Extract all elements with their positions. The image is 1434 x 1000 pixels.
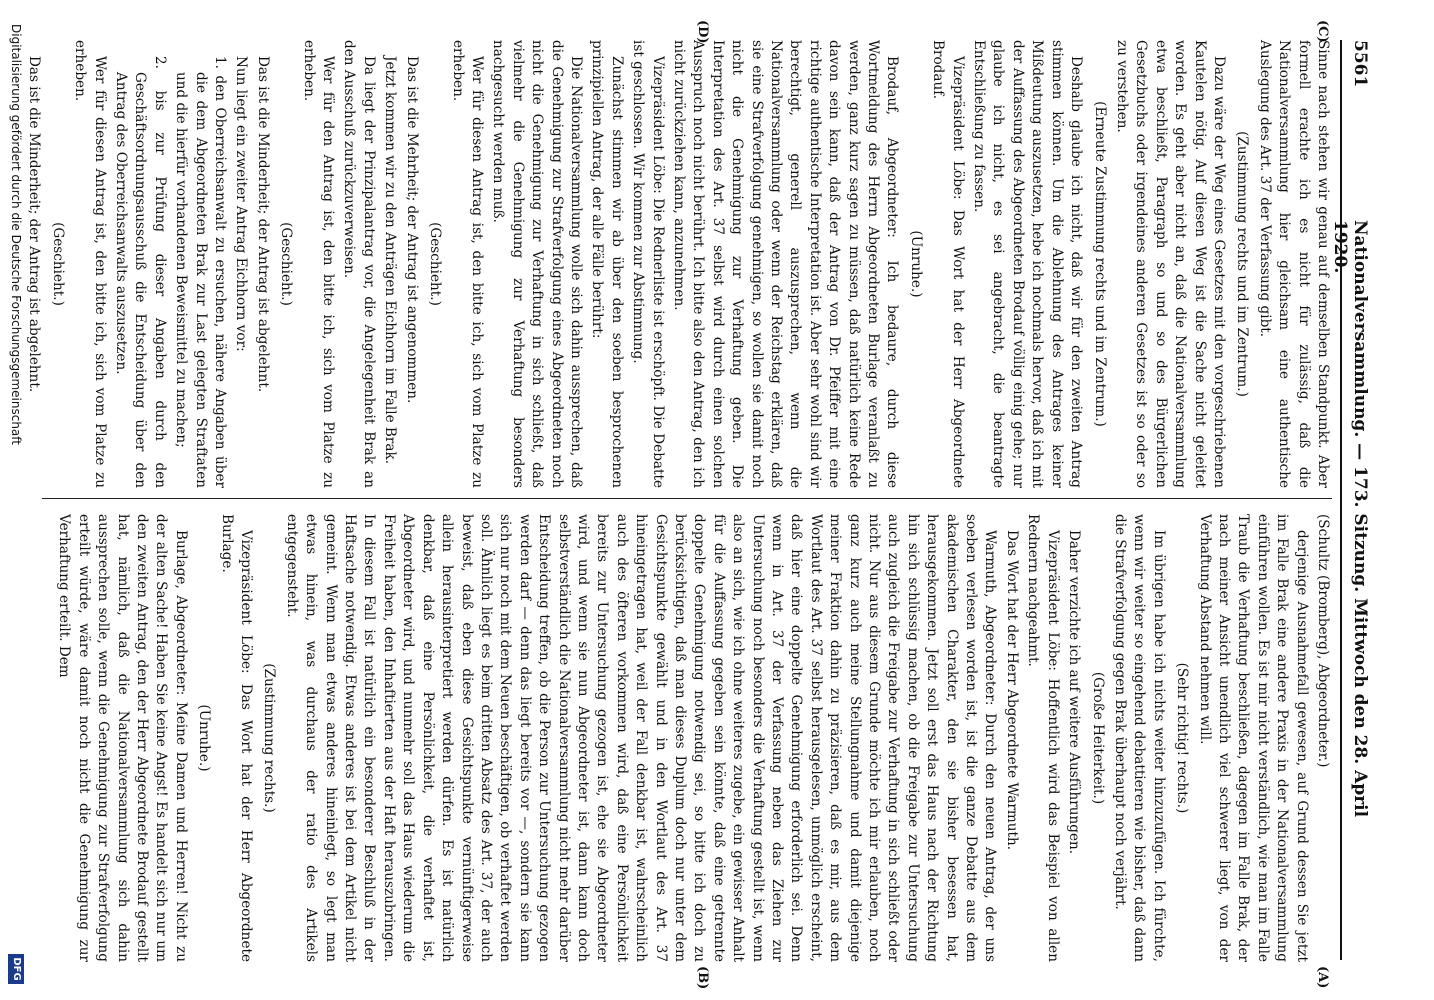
paragraph: Das ist die Mehrheit; der Antrag ist angenommen. bbox=[403, 56, 420, 404]
paragraph: Deshalb glaube ich nicht, daß wir für den zweiten Antrag stimmen können. Um die Ablehnung des Antrages keiner Mißdeutung auszusetzen, hebe ich nochmals hervor, daß ich mit der Auffassung des Abgeordneten Brodauf völlig einig gehe; nur glaube ich nicht, es sei angebracht, die beantragte Entschließung zu fassen. bbox=[971, 40, 1085, 488]
interjection: (Sehr richtig! rechts.) bbox=[1174, 662, 1191, 814]
page-number: 5561 bbox=[1350, 40, 1370, 88]
paragraph: Vizepräsident Löbe: Das Wort hat der Herr Abgeordnete Brodauf. bbox=[930, 40, 966, 488]
dfg-logo: DFG bbox=[8, 954, 24, 984]
interjection: (Große Heiterkeit.) bbox=[1089, 671, 1106, 805]
paragraph: Warmuth, Abgeordneter: Durch den neuen Antrag, der uns soeben verlesen worden ist, ist die ganze Debatte aus dem akademischen Charakter, den sie bisher besessen hat, herausgekommen. Jetzt soll erst das Haus nach der Richtung hin sich schlüssig machen, ob die Freigabe zur Untersuchung auch zugleich die Freigabe zur Verhaftung in sich schließt oder nicht. Nur aus diesem Grunde möchte ich mir erlauben, noch ganz kurz auch meine Stellungnahme und damit diejenige meiner Fraktion dahin zu präzisieren, daß es mir, aus dem Wortlaut des Art. 37 selbst herausgelesen, unmöglich erscheint, daß hier eine doppelte Genehmigung erforderlich sei. Denn wenn in Art. 37 der Verfassung neben das Ziehen zur Untersuchung noch besonders die Verhaftung gestellt ist, wenn also an sich, wie ich ohne weiteres zugebe, ein gewisser Anhalt für die Auffassung gegeben sein könnte, daß eine getrennte doppelte Genehmigung notwendig sei, so bitte ich doch zu berücksichtigen, daß man dieses Duplum doch nur unter dem Gesichtspunkte gewählt und in den Wortlaut des Art. 37 hineingetragen hat, weil der Fall denkbar ist, wahrscheinlich auch des öfteren vorkommen wird, daß eine Persönlichkeit bereits zur Untersuchung gezogen ist, ehe sie Abgeordneter wird, und wenn sie nun Abgeordneter ist, dann kann doch selbstverständlich die Nationalversammlung nicht mehr darüber Entscheidung treffen, ob die Person zur Untersuchung gezogen werden darf — denn das liegt bereits vor —, sondern sie kann sich nur noch mit dem Neuen beschäftigen, ob verhaftet werden soll. Ähnlich liegt es beim dritten Absatz des Art. 37, der auch beweist, daß eben diese Gesichtspunkte vernünftigerweise allein herausinterpretiert werden dürfen. Es ist natürlich denkbar, daß eine Persönlichkeit, die verhaftet ist, Abgeordneter wird, und nunmehr soll das Haus wiederum die Freiheit haben, den Inhaftierten aus der Haft herauszubringen. In diesem Fall ist natürlich ein besonderer Beschluß in der Haftsache notwendig. Etwas anderes ist bei dem Artikel nicht gemeint. Wenn man etwas anderes hineinlegt, so legt man etwas hinein, was durchaus der ratio des Artikels entgegensteht. bbox=[283, 514, 999, 962]
text-column-left bbox=[26, 40, 1332, 488]
paragraph: Zunächst stimmen wir ab über den soeben besprochenen prinzipiellen Antrag, der alle Fälle berührt: bbox=[589, 40, 625, 488]
paragraph: Die Nationalversammlung wolle sich dahin aussprechen, daß die Genehmigung zur Strafverfolgung eines Abgeordneten noch nicht die Genehmigung zur Verhaftung in sich schließt, daß vielmehr die Genehmigung zur Verhaftung besonders nachgesucht werden muß. bbox=[490, 40, 584, 488]
paragraph: Jetzt kommen wir zu den Anträgen Eichhorn im Falle Brak. bbox=[382, 56, 399, 465]
digitization-credit: Digitalisierung gefördert durch die Deutsche Forschungsgemeinschaft bbox=[9, 24, 23, 446]
paragraph: Wer für den Antrag ist, den bitte ich, sich vom Platze zu erheben. bbox=[300, 40, 337, 488]
interjection: (Zustimmung rechts.) bbox=[261, 663, 278, 813]
paragraph: 2. bis zur Prüfung dieser Angaben durch den Geschäftsordnungsausschuß die Entscheidung über den Antrag des Oberreichsanwalts auszusetzen. bbox=[113, 56, 168, 488]
margin-mark-a: (A) bbox=[1315, 966, 1330, 989]
paragraph: Vizepräsident Löbe: Das Wort hat der Herr Abgeordnete Burlage. bbox=[218, 514, 255, 962]
paragraph: Burlage, Abgeordneter: Meine Damen und Herren! Nicht zu der alten Sache! Haben Sie keine Angst! Es handelt sich nur um den zweiten Antrag, den der Herr Abgeordnete Brodauf gestellt hat, nämlich, daß die Nationalversammlung sich dahin aussprechen solle, wenn die Genehmigung zur Strafverfolgung erteilt würde, wäre damit noch nicht die Genehmigung zur Verhaftung erteilt. Dem bbox=[56, 514, 189, 962]
paragraph: Nun liegt ein zweiter Antrag Eichhorn vor: bbox=[233, 56, 250, 352]
paragraph: Wer für diesen Antrag ist, den bitte ich, sich vom Platze zu erheben. bbox=[72, 40, 108, 488]
paragraph: Im übrigen habe ich nichts weiter hinzuzufügen. Ich fürchte, wenn wir weiter so eingehend debattieren wie bisher, daß dann die Strafverfolgung gegen Brak überhaupt noch verjährt. bbox=[1111, 514, 1167, 962]
interjection: (Geschieht.) bbox=[49, 222, 66, 306]
paragraph: Das Wort hat der Herr Abgeordnete Warmuth. bbox=[1003, 530, 1020, 851]
page-header bbox=[1330, 40, 1376, 960]
interjection: (Erneute Zustimmung rechts und im Zentrum.) bbox=[1091, 101, 1108, 427]
paragraph: Da liegt der Prinzipalantrag vor, die Angelegenheit Brak an den Ausschuß zurückzuverweisen. bbox=[341, 40, 377, 488]
paragraph: Dazu wäre der Weg eines Gesetzes mit den vorgeschriebenen Kautelen nötig. Auf diesen Weg ist die Sache nicht geleitet worden. Es geht aber nicht an, daß die Nationalversammlung etwa beschließt, Paragraph so und so des Bürgerlichen Gesetzbuchs oder irgendeines anderen Gesetzes ist so oder so zu verstehen. bbox=[1113, 40, 1227, 488]
text-column-right bbox=[42, 514, 1332, 962]
interjection: (Zustimmung rechts und im Zentrum.) bbox=[1234, 131, 1251, 397]
interjection: (Geschieht.) bbox=[278, 222, 295, 306]
margin-mark-d: (D) bbox=[695, 20, 710, 44]
paragraph: 1. den Oberreichsanwalt zu ersuchen, nähere Angaben über die dem Abgeordneten Brak zur Last gelegten Straftaten und die hierfür vorhandenen Beweismittel zu machen; bbox=[173, 56, 229, 488]
paragraph: derjenige Ausnahmefall gewesen, auf Grund dessen Sie jetzt im Falle Brak eine andere Praxis in der Nationalversammlung einführen wollen. Es ist mir nicht verständlich, wie man im Falle Traub die Verhaftung beschließen, dagegen im Falle Brak, der nach meiner Ansicht unendlich viel schwerer liegt, von der Verhaftung Abstand nehmen will. bbox=[1196, 514, 1310, 962]
paragraph: Brodauf, Abgeordneter: Ich bedaure, durch diese Wortmeldung des Herrn Abgeordneten Burlage veranlaßt zu werden, ganz kurz sagen zu müssen, daß natürlich keine Rede davon sein kann, daß der Antrag von Dr. Pfeiffer mit eine richtige authentische Interpretation ist. Aber sehr wohl sind wir berechtigt, generell auszusprechen, wenn die Nationalversammlung oder wenn der Reichstag erklären, daß sie eine Strafverfolgung genehmigen, so wollen sie damit noch nicht die Genehmigung zur Verhaftung geben. Die Interpretation des Art. 37 selbst wird durch einen solchen Ausspruch noch nicht berührt. Ich bitte also den Antrag, den ich nicht zurückziehen kann, anzunehmen. bbox=[671, 40, 901, 488]
interjection: (Unruhe.) bbox=[196, 704, 213, 772]
paragraph: Wer für diesen Antrag ist, den bitte ich, sich vom Platze zu erheben. bbox=[449, 40, 485, 488]
interjection: (Geschieht.) bbox=[427, 222, 444, 306]
interjection: (Unruhe.) bbox=[907, 230, 924, 298]
running-title: Nationalversammlung. — 173. Sitzung. Mittwoch den 28. April 1920. bbox=[1330, 220, 1370, 818]
column-divider bbox=[42, 498, 1332, 499]
margin-mark-c: (C) bbox=[1315, 20, 1330, 43]
paragraph: (Schultz (Bromberg), Abgeordneter.) bbox=[1315, 514, 1331, 768]
paragraph: Sinne nach stehen wir genau auf demselben Standpunkt. Aber formell erachte ich es nicht für zulässig, daß die Nationalversammlung hier gleichsam eine authentische Auslegung des Art. 37 der Verfassung gibt. bbox=[1256, 40, 1331, 488]
paragraph: Vizepräsident Löbe: Hoffentlich wird das Beispiel von allen Rednern nachgeahmt. bbox=[1025, 514, 1061, 962]
paragraph: Das ist die Minderheit; der Antrag ist abgelehnt. bbox=[26, 56, 43, 393]
paragraph: Vizepräsident Löbe: Die Rednerliste ist erschöpft. Die Debatte ist geschlossen. Wir kommen zur Abstimmung. bbox=[630, 40, 666, 488]
margin-mark-b: (B) bbox=[695, 966, 710, 990]
paragraph: Das ist die Minderheit; der Antrag ist abgelehnt. bbox=[254, 56, 271, 393]
page-footer bbox=[4, 0, 26, 1000]
paragraph: Daher verzichte ich auf weitere Ausführungen. bbox=[1066, 530, 1083, 855]
